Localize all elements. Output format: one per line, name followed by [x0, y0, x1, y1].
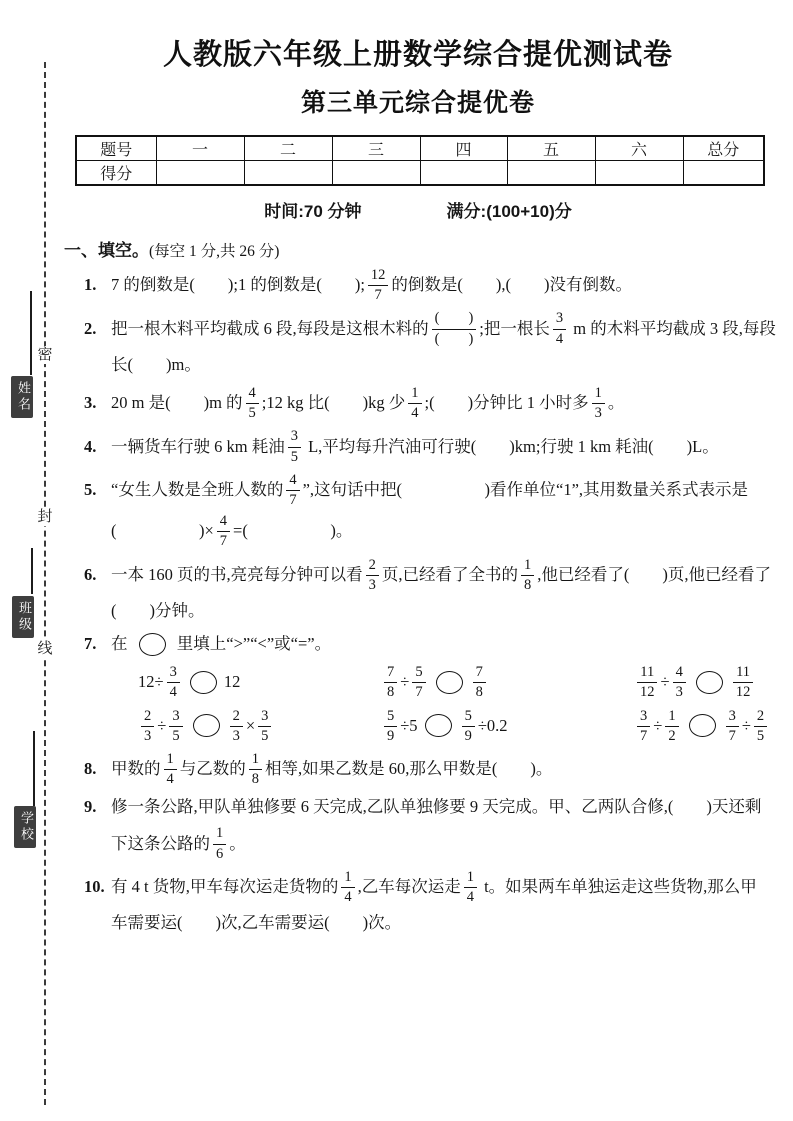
question-body — [84, 631, 772, 744]
question-line — [84, 631, 772, 657]
question-body — [84, 869, 772, 936]
comparison-expression — [381, 664, 634, 700]
fraction — [412, 664, 425, 700]
fraction-numerator: 1 — [249, 751, 262, 770]
question-body — [84, 751, 772, 787]
question-text: 修一条公路,甲队单独修要 6 天完成,乙队单独修要 9 天完成。甲、乙两队合修,( )天还剩 — [111, 797, 762, 817]
fraction — [464, 869, 477, 905]
question-1 — [84, 267, 772, 303]
fraction — [473, 664, 486, 700]
score-table-score-row — [76, 161, 764, 186]
class-badge: 班级 — [12, 596, 34, 638]
fraction-denominator: 5 — [290, 448, 298, 465]
question-10 — [84, 869, 772, 936]
fraction-numerator: 7 — [473, 664, 486, 683]
question-text: m 的木料平均截成 3 段,每段 — [569, 318, 776, 338]
question-text: 一本 160 页的书,亮亮每分钟可以看 — [111, 564, 363, 584]
fraction-numerator: 7 — [384, 664, 397, 683]
fraction-numerator: 3 — [637, 708, 650, 727]
meta-row — [64, 197, 772, 222]
fraction-numerator: 4 — [246, 385, 259, 404]
question-line — [84, 384, 772, 422]
fraction — [462, 708, 475, 744]
fraction — [230, 708, 243, 744]
fraction-denominator: 8 — [387, 684, 395, 701]
section-number: 一、填空。 — [64, 241, 149, 260]
question-line — [84, 868, 772, 906]
question-number: 8. — [84, 759, 97, 779]
question-number: 7. — [84, 634, 97, 654]
question-line — [84, 556, 772, 593]
question-line — [84, 428, 772, 465]
question-text: ÷ — [653, 715, 663, 735]
fraction-denominator: 7 — [219, 533, 228, 550]
score-cell — [332, 161, 420, 186]
fraction — [673, 664, 686, 700]
fraction-denominator: 4 — [411, 405, 419, 422]
fraction-numerator: 1 — [521, 557, 534, 576]
question-number: 10. — [84, 877, 105, 897]
name-write-line — [30, 291, 32, 375]
fraction-denominator: 2 — [668, 727, 676, 744]
seal-char-feng: 封 — [37, 509, 53, 525]
question-line — [84, 471, 772, 508]
fraction-numerator: 5 — [412, 664, 425, 683]
question-text: 一辆货车行驶 6 km 耗油 — [111, 436, 285, 456]
section-note: (每空 1 分,共 26 分) — [149, 243, 280, 260]
comparison-circle — [696, 671, 723, 694]
fraction — [288, 428, 301, 464]
fraction-denominator: 4 — [344, 889, 352, 906]
fraction-numerator: 5 — [462, 708, 475, 727]
fraction-denominator: ( ) — [434, 330, 474, 347]
fraction-numerator: 3 — [726, 708, 739, 727]
question-body — [84, 310, 776, 377]
question-text: 相等,如果乙数是 60,那么甲数是( )。 — [265, 759, 553, 779]
fraction — [141, 708, 154, 744]
score-cell — [683, 161, 764, 186]
question-text: 与乙数的 — [179, 759, 246, 779]
score-cell — [420, 161, 507, 186]
fraction-numerator: 11 — [733, 664, 753, 683]
question-8 — [84, 751, 772, 787]
fraction-numerator: 4 — [286, 472, 299, 491]
question-text: 把一根木料平均截成 6 段,每段是这根木料的 — [111, 318, 429, 338]
question-3 — [84, 385, 772, 421]
question-line — [111, 825, 772, 861]
fraction-denominator: 6 — [216, 845, 224, 862]
comparison-row — [111, 708, 772, 744]
question-text: 里填上“>”“<”或“=”。 — [172, 634, 332, 654]
question-body — [84, 267, 772, 303]
question-text: t。如果两车单独运走这些货物,那么甲 — [479, 877, 757, 897]
question-number: 5. — [84, 479, 97, 499]
fraction — [217, 513, 230, 549]
question-text: ÷ — [400, 672, 410, 692]
score-row-label: 得分 — [76, 161, 156, 186]
fraction-numerator: 3 — [258, 708, 271, 727]
fraction-numerator: 2 — [141, 708, 154, 727]
question-list — [84, 267, 776, 936]
fraction-numerator: 1 — [464, 869, 477, 888]
fraction-numerator: 11 — [637, 664, 657, 683]
full-score: 满分:(100+10)分 — [446, 202, 572, 221]
fraction-denominator: 5 — [756, 727, 765, 744]
fraction-denominator: 5 — [261, 727, 269, 744]
seal-dashed-line — [44, 62, 46, 1105]
question-text: ( )× — [111, 521, 214, 541]
fraction-numerator: 2 — [366, 557, 379, 576]
score-table-col-2: 二 — [244, 136, 332, 161]
fraction-denominator: 3 — [594, 405, 602, 422]
question-text: “女生人数是全班人数的 — [111, 479, 284, 499]
question-text: ÷5 — [400, 715, 418, 735]
fraction — [592, 385, 605, 421]
question-text: ÷ — [741, 715, 751, 735]
fraction-denominator: 7 — [640, 727, 648, 744]
question-text: ;( )分钟比 1 小时多 — [424, 393, 589, 413]
question-text: 7 的倒数是( );1 的倒数是( ); — [111, 275, 365, 295]
question-text: × — [245, 715, 256, 735]
question-number: 2. — [84, 318, 97, 338]
comparison-expression — [634, 708, 772, 744]
fraction-numerator: 4 — [673, 664, 686, 683]
fraction — [432, 310, 477, 346]
school-badge: 学校 — [14, 806, 36, 848]
fraction-numerator: 1 — [164, 751, 177, 770]
comparison-expression — [381, 708, 634, 744]
score-cell — [244, 161, 332, 186]
fraction-numerator: 1 — [665, 708, 678, 727]
section-heading — [64, 236, 772, 261]
question-number: 4. — [84, 436, 97, 456]
fraction-numerator: 3 — [553, 310, 566, 329]
question-line — [84, 310, 776, 347]
fraction-denominator: 3 — [232, 727, 240, 744]
comparison-circle — [689, 714, 716, 737]
comparison-expression — [634, 664, 772, 700]
score-table-header-label: 题号 — [76, 136, 156, 161]
fraction-numerator: 4 — [217, 513, 230, 532]
comparison-circle — [139, 633, 166, 656]
seal-char-xian: 线 — [37, 641, 53, 657]
question-7 — [84, 631, 772, 744]
question-5 — [84, 472, 772, 550]
question-line — [111, 910, 772, 936]
fraction — [665, 708, 678, 744]
fraction-denominator: 3 — [675, 684, 683, 701]
comparison-row — [111, 664, 772, 700]
fraction-denominator: 4 — [466, 889, 474, 906]
question-text: 有 4 t 货物,甲车每次运走货物的 — [111, 877, 339, 897]
fraction-denominator: 5 — [172, 727, 180, 744]
question-number: 1. — [84, 275, 97, 295]
question-line — [84, 794, 772, 820]
fraction-numerator: 1 — [341, 869, 354, 888]
question-text: 的倒数是( ),( )没有倒数。 — [391, 275, 633, 295]
comparison-circle — [425, 714, 452, 737]
question-text: ;把一根长 — [479, 318, 550, 338]
fraction-denominator: 8 — [475, 684, 483, 701]
fraction-numerator: 2 — [754, 708, 767, 727]
question-text: 12 — [223, 672, 241, 692]
fraction — [286, 472, 299, 508]
score-table-col-1: 一 — [156, 136, 244, 161]
fraction — [249, 751, 262, 787]
fraction-numerator: ( ) — [432, 310, 477, 329]
fraction — [341, 869, 354, 905]
fraction — [246, 385, 259, 421]
question-line — [111, 598, 772, 624]
question-text: 长( )m。 — [111, 354, 201, 374]
question-line — [111, 513, 772, 549]
fraction-denominator: 12 — [735, 684, 751, 701]
question-text: 下这条公路的 — [111, 833, 210, 853]
comparison-circle — [190, 671, 217, 694]
score-table-col-3: 三 — [332, 136, 420, 161]
question-text: ,乙车每次运走 — [357, 877, 461, 897]
question-text: 车需要运( )次,乙车需要运( )次。 — [111, 913, 402, 933]
question-line — [111, 352, 772, 378]
fraction-denominator: 12 — [640, 684, 655, 701]
question-number: 3. — [84, 393, 97, 413]
fraction-denominator: 7 — [289, 491, 297, 508]
score-cell — [595, 161, 683, 186]
fraction-numerator: 2 — [230, 708, 243, 727]
fraction-denominator: 7 — [374, 287, 382, 304]
fraction-denominator: 9 — [387, 727, 395, 744]
fraction — [553, 310, 566, 346]
fraction-numerator: 12 — [368, 267, 389, 286]
question-text: ”,这句话中把( )看作单位“1”,其用数量关系式表示是 — [302, 479, 749, 499]
question-text: 页,已经看了全书的 — [381, 564, 518, 584]
comparison-circle — [436, 671, 463, 694]
question-text: ;12 kg 比( )kg 少 — [261, 393, 406, 413]
fraction-numerator: 3 — [288, 428, 301, 447]
question-text: ÷0.2 — [477, 715, 508, 735]
fraction — [366, 557, 379, 593]
paper-subtitle: 第三单元综合提优卷 — [300, 89, 535, 117]
class-write-line — [31, 548, 33, 594]
fraction — [169, 708, 182, 744]
score-table-col-4: 四 — [420, 136, 507, 161]
fraction-denominator: 4 — [169, 684, 177, 701]
paper-title: 人教版六年级上册数学综合提优测试卷 — [162, 39, 673, 71]
fraction — [384, 664, 397, 700]
fraction — [408, 385, 421, 421]
fraction — [368, 267, 389, 303]
question-text: 20 m 是( )m 的 — [111, 393, 243, 413]
question-body — [84, 472, 772, 550]
question-body — [84, 794, 772, 861]
score-cell — [507, 161, 595, 186]
fraction-denominator: 4 — [555, 330, 564, 347]
question-number: 9. — [84, 797, 97, 817]
fraction-denominator: 3 — [144, 727, 152, 744]
score-cell — [156, 161, 244, 186]
question-text: 。 — [607, 393, 625, 413]
score-table-header-row — [76, 136, 764, 161]
fraction-denominator: 3 — [368, 576, 376, 593]
seal-char-mi: 密 — [37, 347, 53, 363]
question-9 — [84, 794, 772, 861]
question-text: 。 — [229, 833, 246, 853]
question-text: ,他已经看了( )页,他已经看了 — [537, 564, 771, 584]
fraction — [258, 708, 271, 744]
fraction-denominator: 8 — [524, 576, 532, 593]
question-line — [84, 267, 772, 304]
score-table — [75, 135, 765, 186]
question-text: 在 — [111, 634, 132, 654]
comparison-expression — [138, 708, 381, 744]
fraction-denominator: 9 — [464, 727, 472, 744]
comparison-expression — [138, 664, 381, 700]
fraction-denominator: 7 — [728, 727, 736, 744]
fraction — [213, 825, 226, 861]
fraction-denominator: 7 — [415, 684, 423, 701]
fraction-numerator: 1 — [213, 825, 226, 844]
score-table-col-5: 五 — [507, 136, 595, 161]
fraction-numerator: 3 — [169, 708, 182, 727]
name-badge: 姓名 — [11, 376, 33, 418]
comparison-circle — [193, 714, 220, 737]
fraction — [637, 664, 658, 700]
fraction — [726, 708, 739, 744]
question-text: =( )。 — [233, 521, 353, 541]
question-number: 6. — [84, 564, 97, 584]
question-2 — [84, 310, 776, 377]
question-4 — [84, 428, 772, 464]
score-table-col-6: 六 — [595, 136, 683, 161]
question-text: ÷ — [157, 715, 167, 735]
question-text: ÷ — [660, 672, 670, 692]
fraction — [384, 708, 397, 744]
school-write-line — [33, 731, 35, 806]
fraction — [637, 708, 650, 744]
score-table-col-total: 总分 — [683, 136, 764, 161]
paper-content — [64, 26, 776, 943]
fraction-numerator: 1 — [408, 385, 421, 404]
question-text: ( )分钟。 — [111, 601, 205, 621]
question-6 — [84, 557, 772, 624]
question-text: L,平均每升汽油可行驶( )km;行驶 1 km 耗油( )L。 — [303, 436, 719, 456]
question-body — [84, 385, 772, 421]
fraction — [164, 751, 177, 787]
time-limit: 时间:70 分钟 — [264, 202, 362, 221]
fraction-denominator: 8 — [251, 771, 259, 788]
fraction-denominator: 5 — [248, 405, 256, 422]
fraction-numerator: 3 — [167, 664, 180, 683]
question-text: 12÷ — [138, 672, 164, 692]
fraction-denominator: 4 — [166, 771, 174, 788]
fraction — [167, 664, 180, 700]
question-body — [84, 557, 772, 624]
fraction — [521, 557, 534, 593]
question-text: 甲数的 — [111, 759, 161, 779]
fraction-numerator: 5 — [384, 708, 397, 727]
fraction — [754, 708, 767, 744]
fraction-numerator: 1 — [592, 385, 605, 404]
question-body — [84, 428, 772, 464]
fraction — [733, 664, 754, 700]
question-line — [84, 750, 772, 788]
